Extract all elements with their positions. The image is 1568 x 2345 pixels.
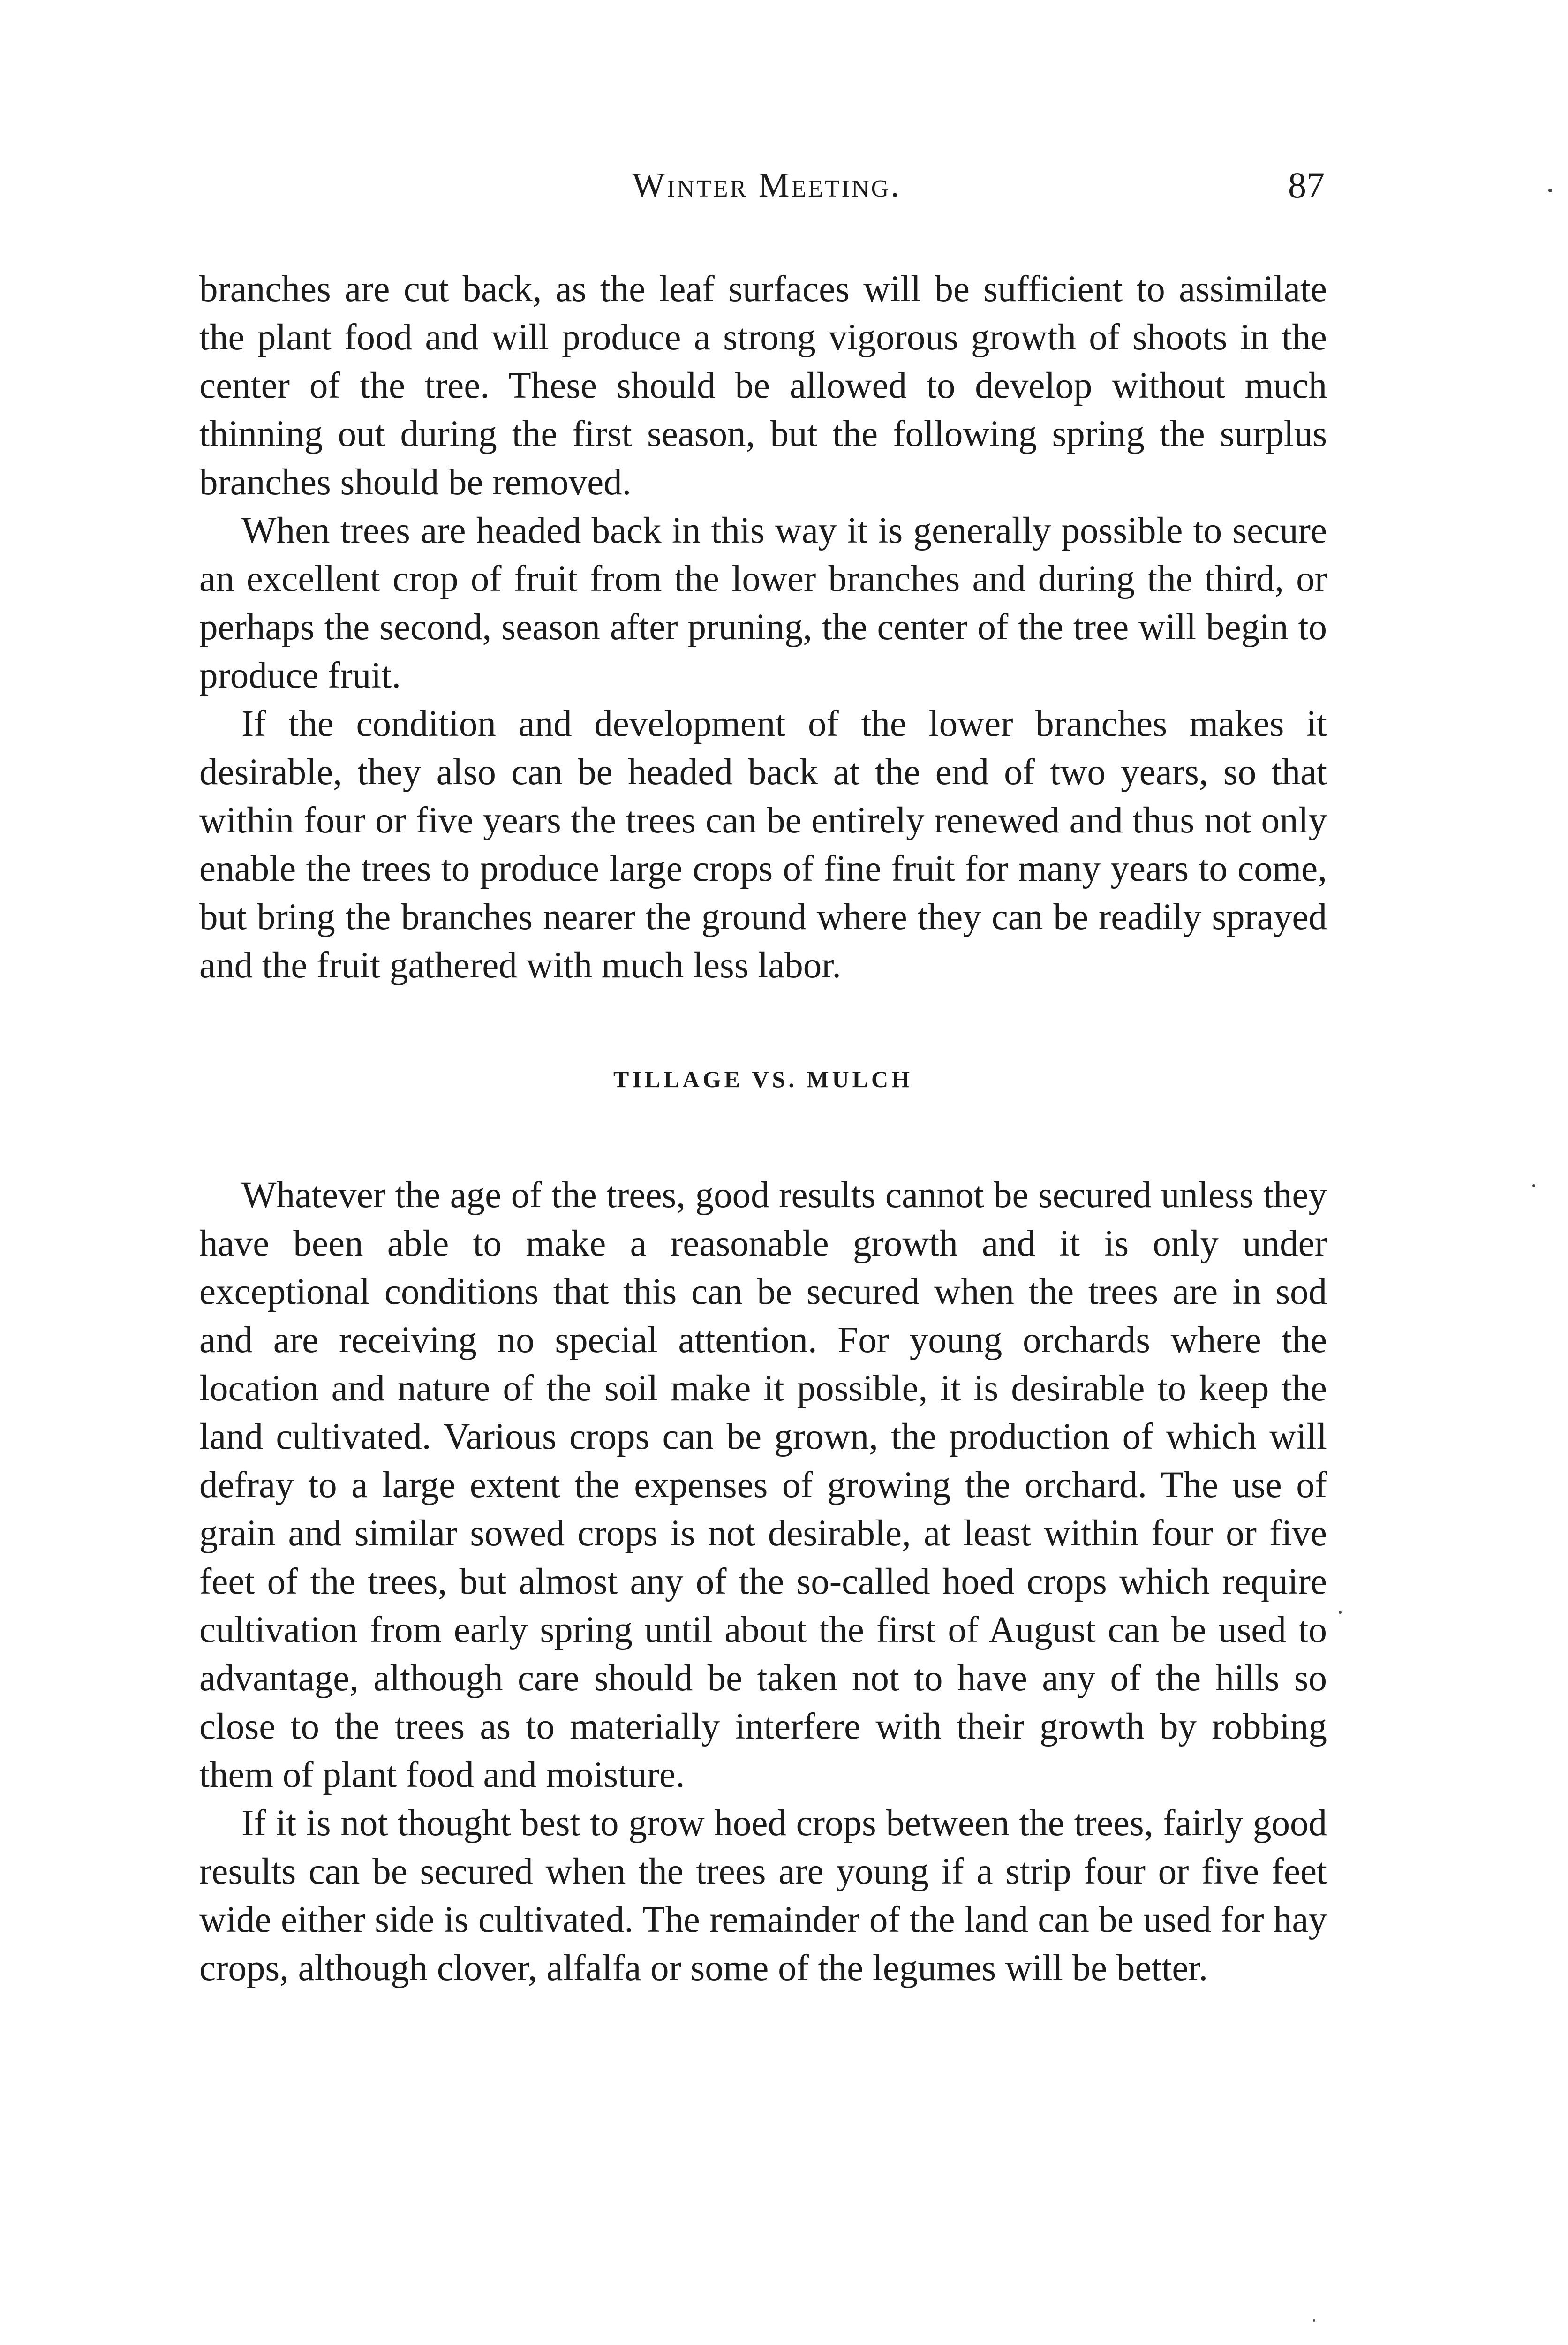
running-head: Winter Meeting. — [632, 166, 901, 204]
paragraph: If it is not thought best to grow hoed crops between the trees, fairly good results can be secured when the trees are young if a strip four or five feet wide either side is cultivated. The remainder of the land can be used for hay crops, although clover, alfalfa or some of the legumes will be better. — [199, 1803, 1327, 1989]
paper-speck — [1532, 1184, 1535, 1187]
paragraph: When trees are headed back in this way it is generally possible to secure an excellent crop of fruit from the lower branches and during the third, or perhaps the second, season after pruning, the center of the tree will begin to produce fruit. — [199, 510, 1327, 696]
paragraph: If the condition and development of the lower branches makes it desirable, they also can be headed back at the end of two years, so that within four or five years the trees can be entirely renewed and thus not only enable the trees to produce large crops of fine fruit for many years to come, but bring the branches nearer the ground where they can be readily sprayed and the fruit gathered with much less labor. — [199, 704, 1327, 986]
page-number: 87 — [1288, 165, 1325, 205]
paragraph: Whatever the age of the trees, good results cannot be secured unless they have been able to make a reasonable growth and it is only under exceptional conditions that this can be secured when the trees are in sod and are receiving no special attention. For young orchards where the location and nature of the soil make it possible, it is desirable to keep the land cultivated. Various crops can be grown, the production of which will defray to a large extent the expenses of growing the orchard. The use of grain and similar sowed crops is not desirable, at least within four or five feet of the trees, but almost any of the so-called hoed crops which require cultivation from early spring until about the first of August can be used to advantage, although care should be taken not to have any of the hills so close to the trees as to materially interfere with their growth by robbing them of plant food and moisture. — [199, 1175, 1327, 1795]
body-text — [199, 265, 1327, 1992]
page-header — [199, 159, 1334, 211]
paper-speck — [1339, 1611, 1342, 1614]
paragraph-continued: branches are cut back, as the leaf surfaces will be sufficient to assimilate the plant food and will produce a strong vigorous growth of shoots in the center of the tree. These should be allowed to develop without much thinning out during the first season, but the following spring the surplus branches should be removed. — [199, 269, 1327, 503]
section-heading: TILLAGE VS. MULCH — [613, 1066, 913, 1092]
paper-speck — [1548, 189, 1552, 192]
paper-speck — [1313, 2319, 1315, 2322]
